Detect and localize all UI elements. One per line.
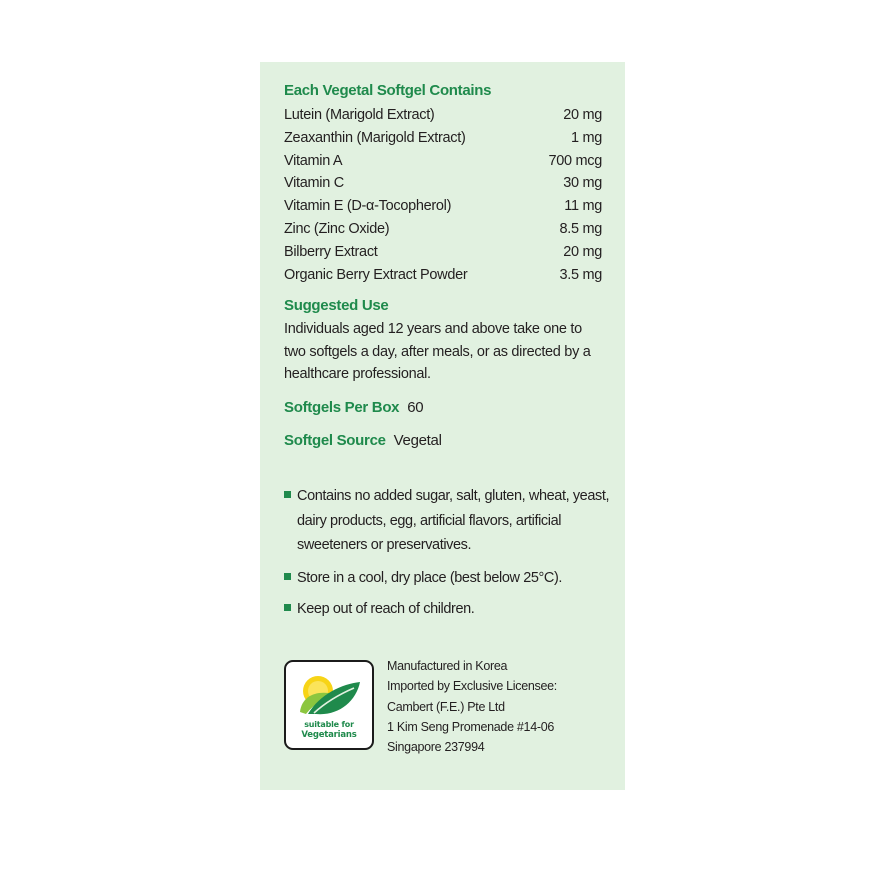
bullet-square-icon (284, 573, 291, 580)
note-text: Keep out of reach of children. (297, 601, 475, 617)
ingredient-row (284, 127, 602, 149)
ingredient-row (284, 241, 602, 263)
ingredient-amount: 20 mg (563, 107, 602, 123)
ingredient-row (284, 172, 602, 194)
manufacturer-line: Imported by Exclusive Licensee: (387, 679, 557, 694)
ingredient-amount: 3.5 mg (559, 266, 602, 283)
ingredient-amount: 20 mg (563, 243, 602, 260)
manufacturer-line: Manufactured in Korea (387, 659, 508, 673)
ingredient-row (284, 104, 602, 126)
ingredient-name: Zinc (Zinc Oxide) (284, 221, 390, 237)
softgel-source-label: Softgel Source (284, 432, 386, 449)
ingredient-name: Vitamin C (284, 175, 344, 192)
manufacturer-line: 1 Kim Seng Promenade #14-06 (387, 719, 555, 734)
note-item (284, 566, 614, 591)
manufacturer-line: Singapore 237994 (387, 740, 485, 755)
note-item (284, 484, 614, 558)
ingredient-row (284, 264, 602, 286)
softgel-source (284, 432, 442, 449)
badge-line-2: Vegetarians (301, 730, 357, 740)
ingredient-row (284, 218, 602, 240)
ingredient-name: Organic Berry Extract Powder (284, 266, 468, 283)
suggested-use-text: Individuals aged 12 years and above take one to two softgels a day, after meals, or as directed by a healthcare professional. (284, 321, 591, 382)
ingredient-amount: 1 mg (570, 129, 602, 146)
contents-heading: Each Vegetal Softgel Contains (284, 82, 492, 99)
ingredient-name: Zeaxanthin (Marigold Extract) (284, 129, 466, 146)
ingredient-amount: 11 mg (564, 198, 602, 215)
note-text: Contains no added sugar, salt, gluten, wheat, yeast, dairy products, egg, artificial flavors, artificial sweeteners or preservatives. (297, 488, 610, 553)
softgels-per-box (284, 399, 423, 416)
note-item (284, 597, 614, 622)
ingredient-name: Lutein (Marigold Extract) (284, 107, 435, 123)
ingredient-amount: 8.5 mg (559, 221, 602, 237)
suggested-use-heading: Suggested Use (284, 297, 389, 314)
vegetarian-badge (284, 660, 374, 750)
note-text: Store in a cool, dry place (best below 25°C). (297, 570, 563, 586)
softgel-source-value: Vegetal (393, 432, 442, 449)
badge-line-1: suitable for (304, 720, 354, 729)
bullet-square-icon (284, 491, 291, 498)
manufacturer-line: Cambert (F.E.) Pte Ltd (387, 699, 505, 714)
leaf-sun-icon (294, 668, 364, 720)
ingredient-row (284, 150, 602, 172)
ingredient-amount: 700 mcg (548, 152, 602, 169)
softgels-per-box-value: 60 (407, 399, 424, 416)
ingredient-name: Vitamin A (284, 152, 343, 169)
bullet-square-icon (284, 604, 291, 611)
ingredient-row (284, 195, 602, 217)
ingredient-amount: 30 mg (563, 175, 602, 192)
ingredient-name: Vitamin E (D-α-Tocopherol) (284, 198, 452, 215)
softgels-per-box-label: Softgels Per Box (284, 399, 400, 416)
supplement-info-panel (260, 62, 625, 790)
ingredient-name: Bilberry Extract (284, 243, 378, 260)
manufacturer-info (387, 656, 557, 757)
